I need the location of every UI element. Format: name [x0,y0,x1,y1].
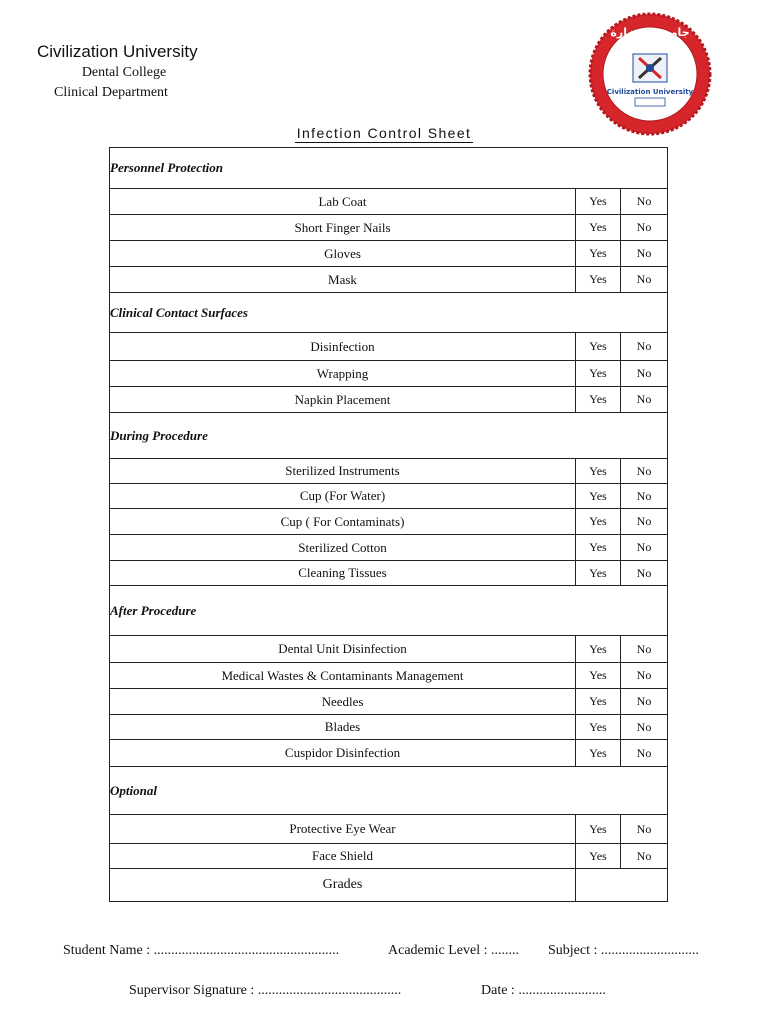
no-option[interactable]: No [621,509,668,535]
university-name: Civilization University [37,42,198,61]
no-option[interactable]: No [621,561,668,586]
grades-input[interactable] [576,869,668,902]
grades-label: Grades [110,869,576,902]
yes-option[interactable]: Yes [576,459,621,484]
table-row [110,689,668,715]
table-row [110,484,668,509]
yes-option[interactable]: Yes [576,484,621,509]
item-label: Face Shield [110,844,576,869]
item-label: Needles [110,689,576,715]
item-label: Blades [110,715,576,740]
no-option[interactable]: No [621,844,668,869]
item-label: Cuspidor Disinfection [110,740,576,767]
yes-option[interactable]: Yes [576,663,621,689]
no-option[interactable]: No [621,715,668,740]
table-row [110,459,668,484]
no-option[interactable]: No [621,689,668,715]
no-option[interactable]: No [621,189,668,215]
table-row [110,267,668,293]
date-field[interactable]: Date : ......................... [481,983,606,998]
table-row [110,215,668,241]
table-row [110,844,668,869]
no-option[interactable]: No [621,740,668,767]
item-label: Lab Coat [110,189,576,215]
no-option[interactable]: No [621,361,668,387]
no-option[interactable]: No [621,241,668,267]
table-row [110,636,668,663]
svg-text:Civilization University: Civilization University [606,88,694,96]
item-label: Medical Wastes & Contaminants Management [110,663,576,689]
supervisor-signature-field[interactable]: Supervisor Signature : ......................................... [129,983,402,998]
no-option[interactable]: No [621,663,668,689]
yes-option[interactable]: Yes [576,387,621,413]
yes-option[interactable]: Yes [576,509,621,535]
yes-option[interactable]: Yes [576,215,621,241]
item-label: Short Finger Nails [110,215,576,241]
checklist-table [109,147,668,902]
grades-row [110,869,668,902]
table-row [110,333,668,361]
item-label: Cup ( For Contaminats) [110,509,576,535]
university-seal-logo [587,12,713,136]
yes-option[interactable]: Yes [576,535,621,561]
no-option[interactable]: No [621,267,668,293]
department-name: Clinical Department [54,85,168,100]
yes-option[interactable]: Yes [576,844,621,869]
academic-level-field[interactable]: Academic Level : ........ [388,943,520,958]
yes-option[interactable]: Yes [576,267,621,293]
no-option[interactable]: No [621,459,668,484]
section-heading: Personnel Protection [110,148,668,189]
section-heading: During Procedure [110,413,668,459]
table-row [110,241,668,267]
no-option[interactable]: No [621,484,668,509]
table-row [110,535,668,561]
table-row [110,663,668,689]
table-row [110,561,668,586]
item-label: Gloves [110,241,576,267]
table-row [110,815,668,844]
no-option[interactable]: No [621,215,668,241]
section-heading: Optional [110,767,668,815]
table-row [110,715,668,740]
no-option[interactable]: No [621,387,668,413]
yes-option[interactable]: Yes [576,740,621,767]
svg-text:جامعة الحضارة: جامعة الحضارة [610,26,690,39]
no-option[interactable]: No [621,535,668,561]
no-option[interactable]: No [621,333,668,361]
item-label: Napkin Placement [110,387,576,413]
no-option[interactable]: No [621,636,668,663]
yes-option[interactable]: Yes [576,361,621,387]
table-row [110,387,668,413]
section-heading: Clinical Contact Surfaces [110,293,668,333]
yes-option[interactable]: Yes [576,241,621,267]
no-option[interactable]: No [621,815,668,844]
student-name-field[interactable]: Student Name : ..................................................... [63,943,340,958]
yes-option[interactable]: Yes [576,561,621,586]
item-label: Dental Unit Disinfection [110,636,576,663]
section-heading: After Procedure [110,586,668,636]
item-label: Wrapping [110,361,576,387]
item-label: Sterilized Instruments [110,459,576,484]
item-label: Cleaning Tissues [110,561,576,586]
subject-field[interactable]: Subject : ............................ [548,943,699,958]
item-label: Cup (For Water) [110,484,576,509]
yes-option[interactable]: Yes [576,189,621,215]
college-name: Dental College [81,65,167,80]
yes-option[interactable]: Yes [576,815,621,844]
yes-option[interactable]: Yes [576,715,621,740]
yes-option[interactable]: Yes [576,689,621,715]
item-label: Mask [110,267,576,293]
item-label: Protective Eye Wear [110,815,576,844]
table-row [110,189,668,215]
yes-option[interactable]: Yes [576,333,621,361]
sheet-title: Infection Control Sheet [296,125,472,141]
yes-option[interactable]: Yes [576,636,621,663]
table-row [110,509,668,535]
item-label: Sterilized Cotton [110,535,576,561]
table-row [110,361,668,387]
item-label: Disinfection [110,333,576,361]
table-row [110,740,668,767]
